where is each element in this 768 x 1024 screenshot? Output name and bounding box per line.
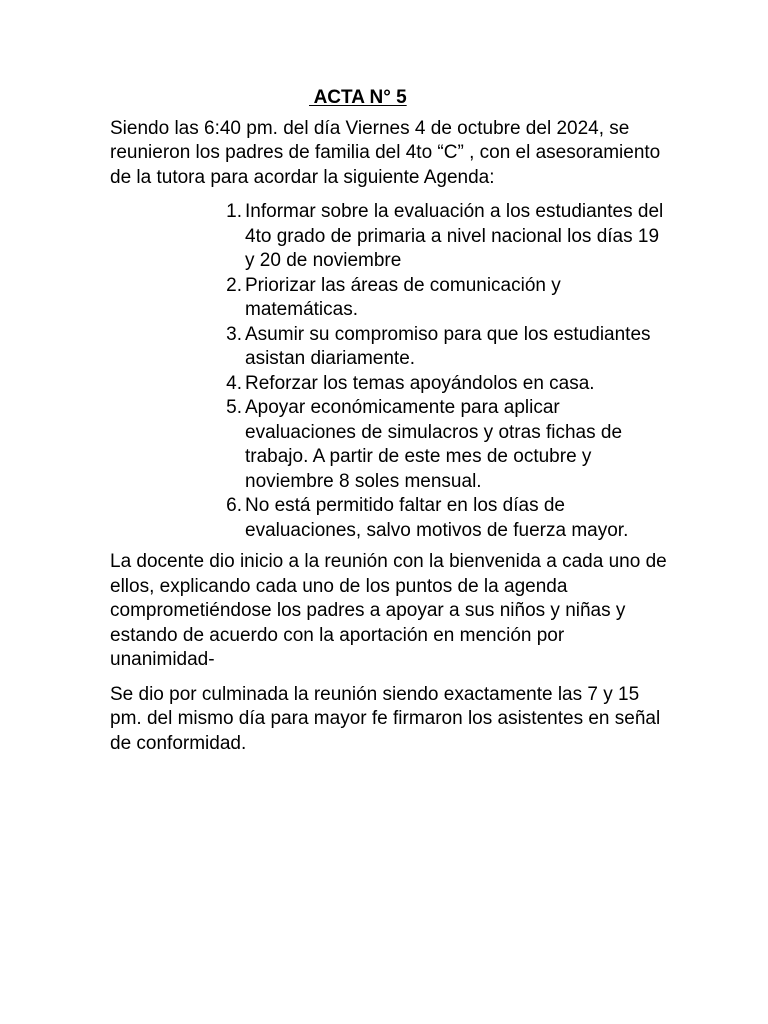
agenda-item: [226, 494, 670, 543]
agenda-item-number: 1.: [226, 201, 242, 222]
document-page: [110, 86, 670, 766]
agenda-item-number: 4.: [226, 372, 242, 394]
agenda-list: [110, 200, 670, 543]
intro-paragraph: Siendo las 6:40 pm. del día Viernes 4 de octubre del 2024, se reunieron los padres de familia del 4to “C” , con el asesoramiento de la tutora para acordar la siguiente Agenda:: [110, 117, 661, 188]
agenda-item-number: 5.: [226, 397, 242, 418]
agenda-item-number: 3.: [226, 323, 242, 345]
agenda-item-text: Apoyar económicamente para aplicar evaluaciones de simulacros y otras fichas de trabajo. A partir de este mes de octubre y noviembre 8 soles mensual.: [245, 397, 623, 492]
agenda-item: [226, 200, 670, 274]
agenda-item: [226, 323, 670, 372]
agenda-item-number: 6.: [226, 495, 242, 516]
agenda-item: [226, 396, 670, 494]
agenda-item-text: No está permitido faltar en los días de evaluaciones, salvo motivos de fuerza mayor.: [245, 495, 629, 541]
meeting-summary-paragraph: La docente dio inicio a la reunión con la bienvenida a cada uno de ellos, explicando cada uno de los puntos de la agenda comprometiéndose los padres a apoyar a sus niños y niñas y estando de acuerdo con la aportación en mención por unanimidad-: [110, 551, 667, 670]
agenda-item-number: 2.: [226, 274, 242, 296]
agenda-item: [226, 372, 670, 397]
closing-paragraph: Se dio por culminada la reunión siendo exactamente las 7 y 15 pm. del mismo día para mayor fe firmaron los asistentes en señal de conformidad.: [110, 683, 661, 754]
agenda-item: [226, 274, 670, 323]
agenda-item-text: Priorizar las áreas de comunicación y matemáticas.: [245, 274, 561, 320]
agenda-item-text: Reforzar los temas apoyándolos en casa.: [245, 372, 595, 394]
agenda-item-text: Informar sobre la evaluación a los estudiantes del 4to grado de primaria a nivel nacional los días 19 y 20 de noviembre: [245, 201, 664, 271]
agenda-item-text: Asumir su compromiso para que los estudiantes asistan diariamente.: [245, 323, 651, 369]
document-title: ACTA N° 5: [309, 87, 407, 108]
